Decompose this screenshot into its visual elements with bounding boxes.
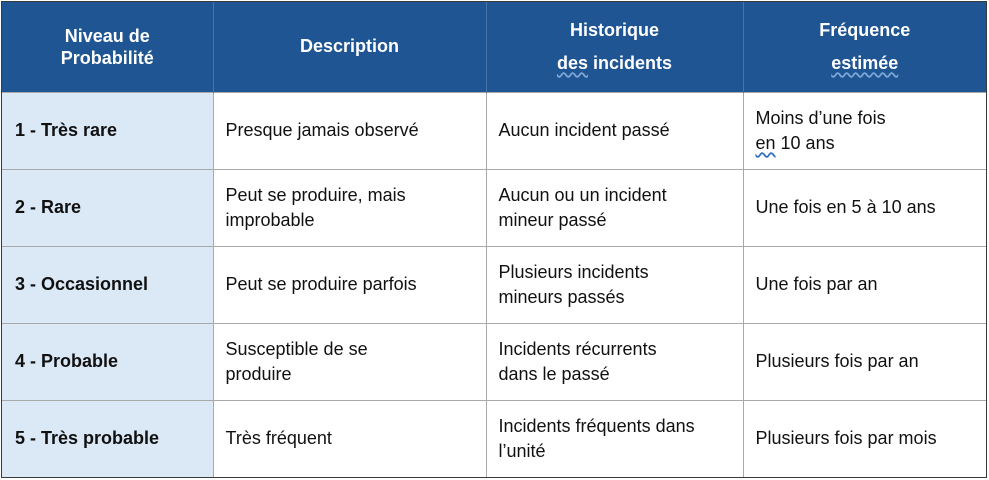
header-history-word-incidents: incidents xyxy=(588,52,673,73)
row-level-cell: 2 - Rare xyxy=(2,169,213,246)
cell-line: Peut se produire, mais xyxy=(225,184,406,205)
cell-line: Plusieurs fois par mois xyxy=(755,428,937,449)
header-level-line-1: Niveau de xyxy=(64,25,150,46)
cell-line: Une fois en 5 à 10 ans xyxy=(755,197,936,217)
row-frequency-cell xyxy=(743,169,986,246)
cell-line: l’unité xyxy=(498,440,546,461)
header-level xyxy=(2,2,213,92)
header-frequency xyxy=(743,2,986,92)
table-row xyxy=(2,169,986,246)
cell-line: Moins d’une fois xyxy=(755,107,886,128)
row-description-cell xyxy=(213,169,486,246)
header-frequency-word-estimee: estimée xyxy=(831,52,899,73)
cell-line: improbable xyxy=(225,209,315,230)
cell-word-10-ans: 10 ans xyxy=(775,132,835,153)
cell-line: produire xyxy=(225,363,292,384)
cell-line: mineur passé xyxy=(498,209,607,230)
cell-line: Incidents récurrents xyxy=(498,338,657,359)
cell-line: mineurs passés xyxy=(498,286,625,307)
cell-line: Peut se produire parfois xyxy=(225,274,417,294)
row-description-cell xyxy=(213,323,486,400)
row-description-cell xyxy=(213,246,486,323)
row-frequency-cell xyxy=(743,246,986,323)
cell-word-en: en xyxy=(755,132,776,153)
cell-line: Une fois par an xyxy=(755,274,878,294)
row-history-cell xyxy=(486,323,743,400)
cell-line: Presque jamais observé xyxy=(225,120,419,140)
table-header-row xyxy=(2,2,986,92)
probability-table xyxy=(2,2,986,477)
row-history-cell xyxy=(486,246,743,323)
row-frequency-cell xyxy=(743,323,986,400)
table-row xyxy=(2,92,986,169)
cell-line: Plusieurs incidents xyxy=(498,261,649,282)
row-level-cell: 5 - Très probable xyxy=(2,400,213,477)
cell-line: Très fréquent xyxy=(225,428,332,449)
header-description xyxy=(213,2,486,92)
row-description-cell xyxy=(213,400,486,477)
row-description-cell xyxy=(213,92,486,169)
table-row xyxy=(2,323,986,400)
row-history-cell xyxy=(486,92,743,169)
probability-table-container xyxy=(1,1,987,478)
cell-line: Aucun ou un incident xyxy=(498,184,667,205)
header-history-line-2 xyxy=(493,47,737,80)
header-frequency-line-1: Fréquence xyxy=(819,19,911,40)
cell-line: dans le passé xyxy=(498,363,610,384)
cell-line: Susceptible de se xyxy=(225,338,368,359)
table-row xyxy=(2,246,986,323)
header-history xyxy=(486,2,743,92)
row-history-cell xyxy=(486,400,743,477)
row-level-cell: 4 - Probable xyxy=(2,323,213,400)
cell-line: Incidents fréquents dans xyxy=(498,415,695,436)
cell-line: Plusieurs fois par an xyxy=(755,351,919,371)
row-frequency-cell xyxy=(743,400,986,477)
row-history-cell xyxy=(486,169,743,246)
header-history-word-des: des xyxy=(556,52,588,73)
row-frequency-cell xyxy=(743,92,986,169)
table-row xyxy=(2,400,986,477)
cell-line xyxy=(756,131,975,156)
header-description-label: Description xyxy=(299,36,400,57)
row-level-cell: 1 - Très rare xyxy=(2,92,213,169)
row-level-cell: 3 - Occasionnel xyxy=(2,246,213,323)
header-history-line-1: Historique xyxy=(569,19,659,40)
header-level-line-2: Probabilité xyxy=(60,47,154,68)
header-frequency-line-2 xyxy=(750,47,981,80)
cell-line: Aucun incident passé xyxy=(498,120,670,140)
